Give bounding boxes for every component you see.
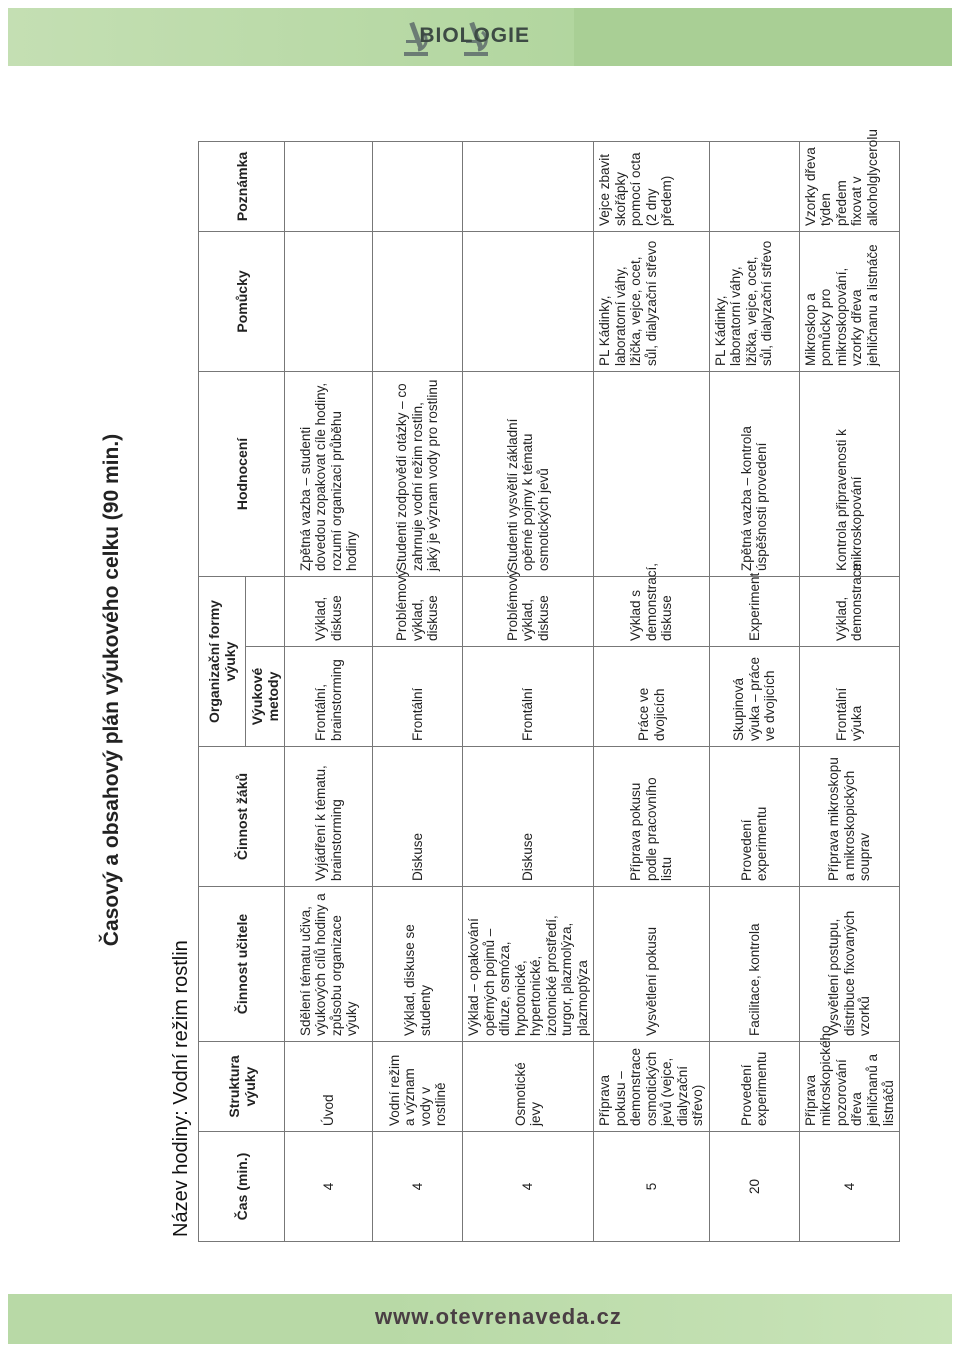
lesson-name: Název hodiny: Vodní režim rostlin <box>170 940 192 1237</box>
org-form-cell: Frontální výuka <box>799 647 899 747</box>
aids-cell <box>373 231 463 371</box>
org-form-cell: Frontální <box>373 647 463 747</box>
lesson-plan-table <box>198 129 900 1242</box>
structure-cell: Osmotické jevy <box>463 1042 594 1132</box>
time-cell: 4 <box>799 1132 899 1242</box>
aids-cell <box>285 231 373 371</box>
aids-cell: PL Kádinky, laboratorní váhy, lžička, vejce, ocet, sůl, dialyzační střevo <box>594 231 710 371</box>
evaluation-cell: Zpětná vazba – studenti dovedou zopakovat cíle hodiny, rozumí organizaci průběhu hodiny <box>285 371 373 576</box>
note-cell: Vejce zbavit skořápky pomocí octa (2 dny předem) <box>594 141 710 231</box>
header-structure: Struktura výuky <box>199 1042 285 1132</box>
note-cell <box>373 141 463 231</box>
header-teacher: Činnost učitele <box>199 887 285 1042</box>
org-form-cell: Frontální, brainstorming <box>285 647 373 747</box>
time-cell: 5 <box>594 1132 710 1242</box>
header-students: Činnost žáků <box>199 747 285 887</box>
note-cell <box>463 141 594 231</box>
teacher-activity-cell: Sdělení tématu učiva, výukových cílů hodiny a způsobu organizace výuky <box>285 887 373 1042</box>
table-row <box>285 141 373 1241</box>
evaluation-cell: Zpětná vazba – kontrola úspěšnosti provedení <box>709 371 799 576</box>
note-cell: Vzorky dřeva týden předem fixovat v alkoholglycerolu <box>799 141 899 231</box>
evaluation-cell <box>594 371 710 576</box>
header-org-forms: Organizační formy výuky <box>199 576 246 746</box>
teacher-activity-cell: Výklad – opakování opěrných pojmů – difuze, osmóza, hypotonické, hypertonické, izotonické prostředí, turgor, plazmolýza, plazmoptýza <box>463 887 594 1042</box>
structure-cell: Příprava mikroskopického pozorování dřeva jehličnanů a listnáčů <box>799 1042 899 1132</box>
student-activity-cell: Diskuse <box>463 747 594 887</box>
method-cell: Výklad s demonstrací, diskuse <box>594 576 710 646</box>
table-row <box>594 141 710 1241</box>
document-title: Časový a obsahový plán výukového celku (90 min.) <box>100 433 123 947</box>
footer-site: www.otevrenaveda.cz <box>375 1304 622 1329</box>
org-form-cell: Práce ve dvojicích <box>594 647 710 747</box>
student-activity-cell: Příprava pokusu podle pracovního listu <box>594 747 710 887</box>
teacher-activity-cell: Výklad, diskuse se studenty <box>373 887 463 1042</box>
method-cell: Výklad, diskuse <box>285 576 373 646</box>
header-evaluation: Hodnocení <box>199 371 285 576</box>
evaluation-cell: Studenti vysvětlí základní opěrné pojmy k tématu osmotických jevů <box>463 371 594 576</box>
method-cell: Problémový výklad, diskuse <box>373 576 463 646</box>
evaluation-cell: Studenti zodpovědí otázky – co zahrnuje vodní režim rostlin, jaký je význam vody pro rostlinu <box>373 371 463 576</box>
table-row <box>463 141 594 1241</box>
method-cell: Experiment <box>709 576 799 646</box>
time-cell: 4 <box>463 1132 594 1242</box>
header-aids: Pomůcky <box>199 231 285 371</box>
structure-cell: Vodní režim a význam vody v rostlině <box>373 1042 463 1132</box>
student-activity-cell: Vyjádření k tématu, brainstorming <box>285 747 373 887</box>
teacher-activity-cell: Vysvětlení pokusu <box>594 887 710 1042</box>
aids-cell: PL Kádinky, laboratorní váhy, lžička, vejce, ocet, sůl, dialyzační střevo <box>709 231 799 371</box>
table-row <box>799 141 899 1241</box>
structure-cell: Příprava pokusu – demonstrace osmotických jevů (vejce, dialyzační střevo) <box>594 1042 710 1132</box>
student-activity-cell: Příprava mikroskopu a mikroskopických souprav <box>799 747 899 887</box>
teacher-activity-cell: Facilitace, kontrola <box>709 887 799 1042</box>
subject-label: BIOLOGIE <box>419 24 530 47</box>
table-row <box>709 141 799 1241</box>
method-cell: Výklad, demonstrace <box>799 576 899 646</box>
header-time: Čas (min.) <box>199 1132 285 1242</box>
structure-cell: Úvod <box>285 1042 373 1132</box>
evaluation-cell: Kontrola připravenosti k mikroskopování <box>799 371 899 576</box>
note-cell <box>285 141 373 231</box>
lesson-plan-table-wrapper <box>198 129 896 1242</box>
table-row <box>373 141 463 1241</box>
structure-cell: Provedení experimentu <box>709 1042 799 1132</box>
aids-cell: Mikroskop a pomůcky pro mikroskopování, vzorky dřeva jehličnanu a listnáče <box>799 231 899 371</box>
teacher-activity-cell: Vysvětlení postupu, distribuce fixovaných vzorků <box>799 887 899 1042</box>
aids-cell <box>463 231 594 371</box>
note-cell <box>709 141 799 231</box>
header-note: Poznámka <box>199 141 285 231</box>
time-cell: 4 <box>285 1132 373 1242</box>
org-form-cell: Skupinová výuka – práce ve dvojicích <box>709 647 799 747</box>
time-cell: 4 <box>373 1132 463 1242</box>
method-cell: Problémový výklad, diskuse <box>463 576 594 646</box>
org-form-cell: Frontální <box>463 647 594 747</box>
time-cell: 20 <box>709 1132 799 1242</box>
student-activity-cell: Provedení experimentu <box>709 747 799 887</box>
student-activity-cell: Diskuse <box>373 747 463 887</box>
header-methods: Výukové metody <box>246 647 285 747</box>
